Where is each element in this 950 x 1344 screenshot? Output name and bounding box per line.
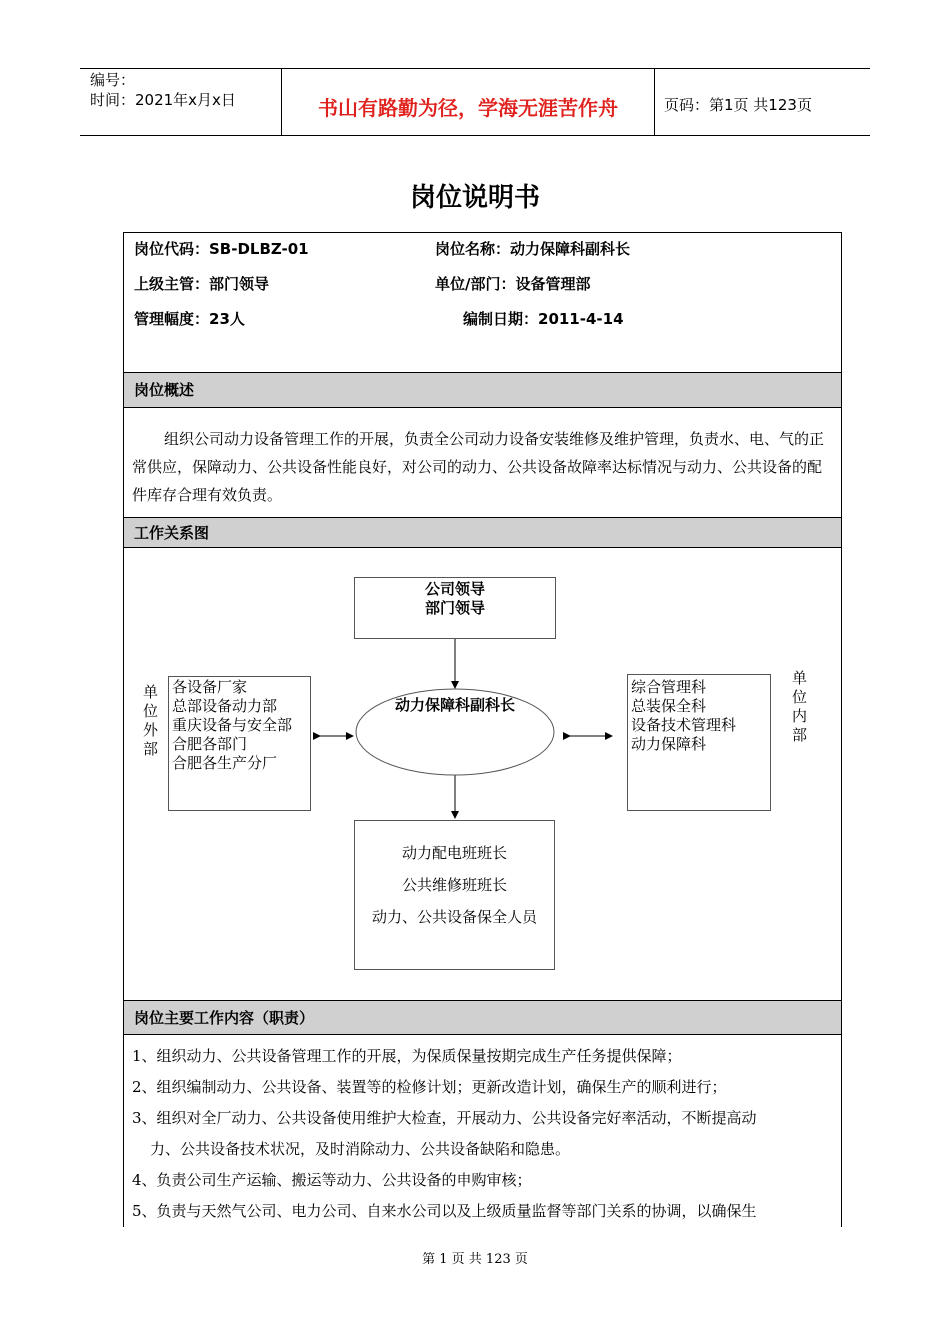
doc-number-label: 编号： (90, 71, 136, 89)
left-vertical-label (143, 683, 161, 759)
doc-time-label: 时间：2021年x月x日 (90, 91, 236, 109)
duty-item: 3、组织对全厂动力、公共设备使用维护大检查，开展动力、公共设备完好率活动，不断提高动 (132, 1109, 757, 1127)
duty-item: 2、组织编制动力、公共设备、装置等的检修计划；更新改造计划，确保生产的顺利进行； (132, 1078, 727, 1096)
right-label-char: 部 (792, 726, 808, 744)
left-box-line: 合肥各生产分厂 (172, 754, 278, 772)
department: 单位/部门：设备管理部 (435, 275, 591, 293)
header-page-info: 页码：第1页 共123页 (664, 96, 812, 114)
top-box-text (354, 580, 556, 618)
bottom-box-text (354, 837, 555, 933)
relation-heading: 工作关系图 (134, 524, 210, 542)
job-code: 岗位代码：SB-DLBZ-01 (134, 240, 309, 258)
left-box-line: 总部设备动力部 (172, 697, 278, 715)
header-bottom-border (80, 135, 870, 136)
header-top-border (80, 68, 870, 69)
right-label-char: 内 (792, 707, 808, 725)
bottom-box-line: 公共维修班班长 (401, 876, 507, 894)
header-divider-right (654, 68, 655, 135)
left-box-line: 合肥各部门 (172, 735, 248, 753)
left-box-text (172, 678, 292, 773)
duties-heading: 岗位主要工作内容（职责） (134, 1009, 315, 1027)
duty-item-continued: 力、公共设备技术状况，及时消除动力、公共设备缺陷和隐患。 (150, 1140, 571, 1158)
duty-item: 4、负责公司生产运输、搬运等动力、公共设备的申购审核； (132, 1171, 532, 1189)
page-title: 岗位说明书 (409, 183, 540, 213)
top-box-line: 公司领导 (424, 580, 485, 598)
duty-item: 1、组织动力、公共设备管理工作的开展，为保质保量按期完成生产任务提供保障； (132, 1047, 682, 1065)
right-box-line: 总装保全科 (631, 697, 707, 715)
duty-item: 5、负责与天然气公司、电力公司、自来水公司以及上级质量监督等部门关系的协调，以确保生 (132, 1202, 757, 1220)
right-box-line: 设备技术管理科 (631, 716, 737, 734)
divider (124, 1034, 841, 1035)
center-label: 动力保障科副科长 (394, 696, 515, 714)
duties-list (132, 1041, 838, 1227)
bottom-box-line: 动力配电班班长 (401, 844, 507, 862)
management-span: 管理幅度：23人 (134, 310, 245, 328)
supervisor: 上级主管：部门领导 (134, 275, 270, 293)
job-name: 岗位名称：动力保障科副科长 (435, 240, 631, 258)
overview-heading: 岗位概述 (134, 381, 195, 399)
top-box-line: 部门领导 (424, 599, 485, 617)
left-box-line: 各设备厂家 (172, 678, 248, 696)
left-label-char: 位 (143, 702, 159, 720)
right-box-line: 综合管理科 (631, 678, 707, 696)
right-label-char: 位 (792, 688, 808, 706)
overview-text: 组织公司动力设备管理工作的开展，负责全公司动力设备安装维修及维护管理，负责水、电、气的正常供应，保障动力、公共设备性能良好，对公司的动力、公共设备故障率达标情况与动力、公共设备的配件库存合理有效负责。 (132, 430, 825, 504)
left-box-line: 重庆设备与安全部 (172, 716, 293, 734)
page-footer: 第 1 页 共 123 页 (422, 1252, 528, 1267)
bottom-box-line: 动力、公共设备保全人员 (371, 908, 537, 926)
right-label-char: 单 (792, 669, 808, 687)
header-meta (90, 70, 236, 110)
left-label-char: 单 (143, 683, 159, 701)
right-box-text (631, 678, 736, 754)
right-vertical-label (792, 669, 810, 745)
right-box-line: 动力保障科 (631, 735, 707, 753)
header-motto: 书山有路勤为径，学海无涯苦作舟 (318, 96, 618, 120)
left-label-char: 部 (143, 740, 159, 758)
job-description-table (123, 232, 842, 1227)
left-label-char: 外 (143, 721, 159, 739)
compile-date: 编制日期：2011-4-14 (463, 310, 624, 328)
